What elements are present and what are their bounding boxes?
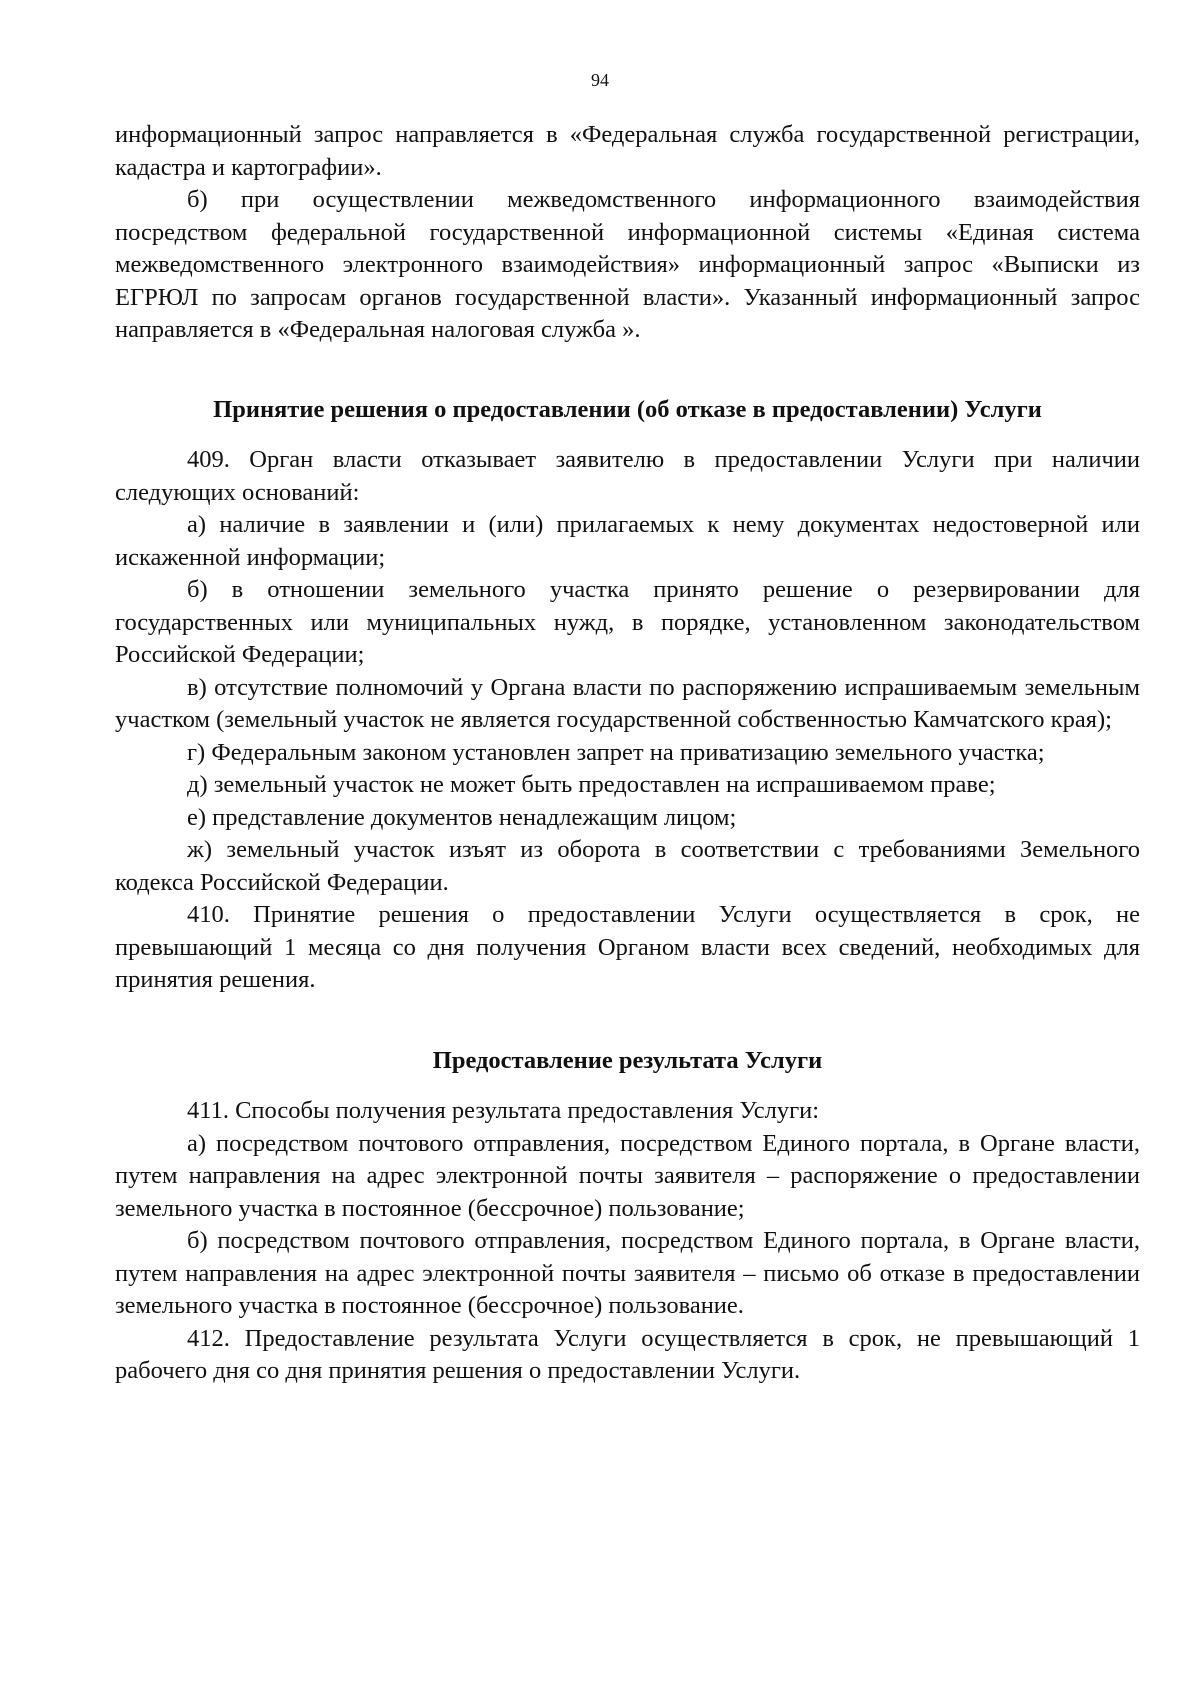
paragraph-item-b-smev: б) при осуществлении межведомственного информационного взаимодействия посредством федеральной государственной информационной системы «Единая система межведомственного электронного взаимодействия» информационный запрос «Выписки из ЕГРЮЛ по запросам органов государственной власти». Указанный информационный запрос направляется в «Федеральная налоговая служба ». [115, 186, 1140, 343]
paragraph-412: 412. Предоставление результата Услуги осуществляется в срок, не превышающий 1 рабочего дня со дня принятия решения о предоставлении Услуги. [115, 1324, 1140, 1384]
paragraph-409-g: г) Федеральным законом установлен запрет на приватизацию земельного участка; [187, 738, 1045, 766]
section-heading-result: Предоставление результата Услуги [432, 1046, 823, 1074]
paragraph-411-b: б) посредством почтового отправления, посредством Единого портала, в Органе власти, путем направления на адрес электронной почты заявителя – письмо об отказе в предоставлении земельного участка в постоянное (бессрочное) пользование. [115, 1227, 1140, 1319]
paragraph-continuation: информационный запрос направляется в «Федеральная служба государственной регистрации, кадастра и картографии». [115, 121, 1140, 181]
paragraph-409-zh: ж) земельный участок изъят из оборота в соответствии с требованиями Земельного кодекса Российской Федерации. [115, 836, 1140, 896]
paragraph-410: 410. Принятие решения о предоставлении Услуги осуществляется в срок, не превышающий 1 месяца со дня получения Органом власти всех сведений, необходимых для принятия решения. [115, 901, 1140, 993]
spacer [115, 997, 1140, 1045]
paragraph-411: 411. Способы получения результата предоставления Услуги: [187, 1097, 820, 1124]
paragraph-409-e: е) представление документов ненадлежащим лицом; [187, 803, 737, 831]
spacer [115, 1077, 1140, 1095]
paragraph-409-v: в) отсутствие полномочий у Органа власти по распоряжению испрашиваемым земельным участком (земельный участок не является государственной собственностью Камчатского края); [115, 673, 1140, 733]
paragraph-409: 409. Орган власти отказывает заявителю в предоставлении Услуги при наличии следующих оснований: [115, 446, 1140, 506]
spacer [115, 426, 1140, 444]
paragraph-409-b: б) в отношении земельного участка принято решение о резервировании для государственных или муниципальных нужд, в порядке, установленном законодательством Российской Федерации; [115, 576, 1140, 668]
spacer [115, 347, 1140, 394]
page-number: 94 [591, 70, 609, 90]
section-heading-decision: Принятие решения о предоставлении (об отказе в предоставлении) Услуги [213, 395, 1042, 423]
paragraph-409-a: а) наличие в заявлении и (или) прилагаемых к нему документах недостоверной или искаженной информации; [115, 511, 1140, 571]
paragraph-411-a: а) посредством почтового отправления, посредством Единого портала, в Органе власти, путем направления на адрес электронной почты заявителя – распоряжение о предоставлении земельного участка в постоянное (бессрочное) пользование; [115, 1129, 1140, 1222]
document-body [115, 119, 1140, 1388]
paragraph-409-d: д) земельный участок не может быть предоставлен на испрашиваемом праве; [187, 771, 996, 798]
